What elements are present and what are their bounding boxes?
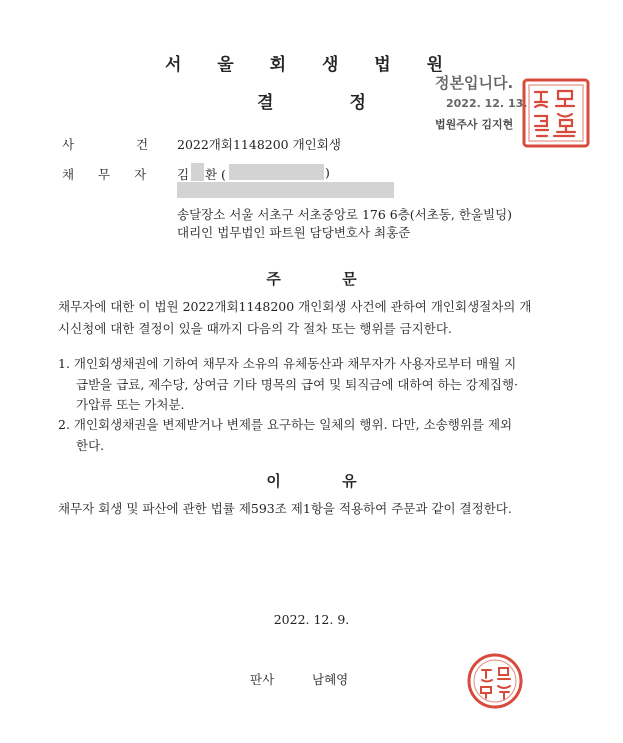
order-item-2-line-1: 2. 개인회생채권을 변제받거나 변제를 요구하는 일체의 행위. 다만, 소송행위를 제외 — [58, 417, 513, 432]
certified-copy-text: 정본입니다. — [435, 74, 514, 92]
reason-heading: 이 유 — [266, 472, 357, 490]
judge-label: 판사 — [250, 672, 275, 687]
order-item-1-line-3: 가압류 또는 가처분. — [76, 397, 185, 412]
case-number: 2022개회1148200 개인회생 — [177, 137, 341, 152]
judge-seal-icon — [466, 652, 524, 710]
order-heading: 주 문 — [266, 270, 357, 288]
document-type: 결 정 — [257, 93, 366, 113]
redacted-name-char — [191, 163, 204, 181]
judge-name: 남혜영 — [312, 672, 349, 687]
redacted-id-number — [229, 164, 324, 180]
legal-agent: 대리인 법무법인 파트원 담당변호사 최홍준 — [177, 225, 411, 240]
case-label: 사 건 — [62, 137, 178, 152]
order-item-1-line-1: 1. 개인회생채권에 기하여 채무자 소유의 유체동산과 채무자가 사용자로부터 매월 지 — [58, 356, 517, 371]
order-item-1-line-2: 급받을 급료, 제수당, 상여금 기타 명목의 급여 및 퇴직금에 대하여 하는 강제집행· — [76, 377, 519, 392]
certified-date: 2022. 12. 13. — [446, 97, 528, 110]
order-intro-line-2: 시신청에 대한 결정이 있을 때까지 다음의 각 절차 또는 행위를 금지한다. — [58, 321, 452, 336]
order-item-2-line-2: 한다. — [76, 438, 105, 453]
service-address: 송달장소 서울 서초구 서초중앙로 176 6층(서초동, 한울빌딩) — [177, 207, 513, 222]
debtor-label: 채 무 자 — [62, 167, 147, 182]
redacted-address — [177, 182, 394, 198]
clerk-seal-icon — [522, 78, 590, 148]
court-name: 서 울 회 생 법 원 — [164, 55, 459, 75]
debtor-name-close: ) — [325, 165, 330, 180]
decision-date: 2022. 12. 9. — [273, 612, 350, 627]
debtor-name-suffix: 환 ( — [205, 167, 226, 182]
order-intro-line-1: 채무자에 대한 이 법원 2022개회1148200 개인회생 사건에 관하여 개인회생절차의 개 — [58, 299, 532, 314]
debtor-name-prefix: 김 — [177, 167, 190, 182]
clerk-name: 법원주사 김지현 — [435, 118, 514, 131]
reason-text: 채무자 회생 및 파산에 관한 법률 제593조 제1항을 적용하여 주문과 같이 결정한다. — [58, 501, 512, 516]
